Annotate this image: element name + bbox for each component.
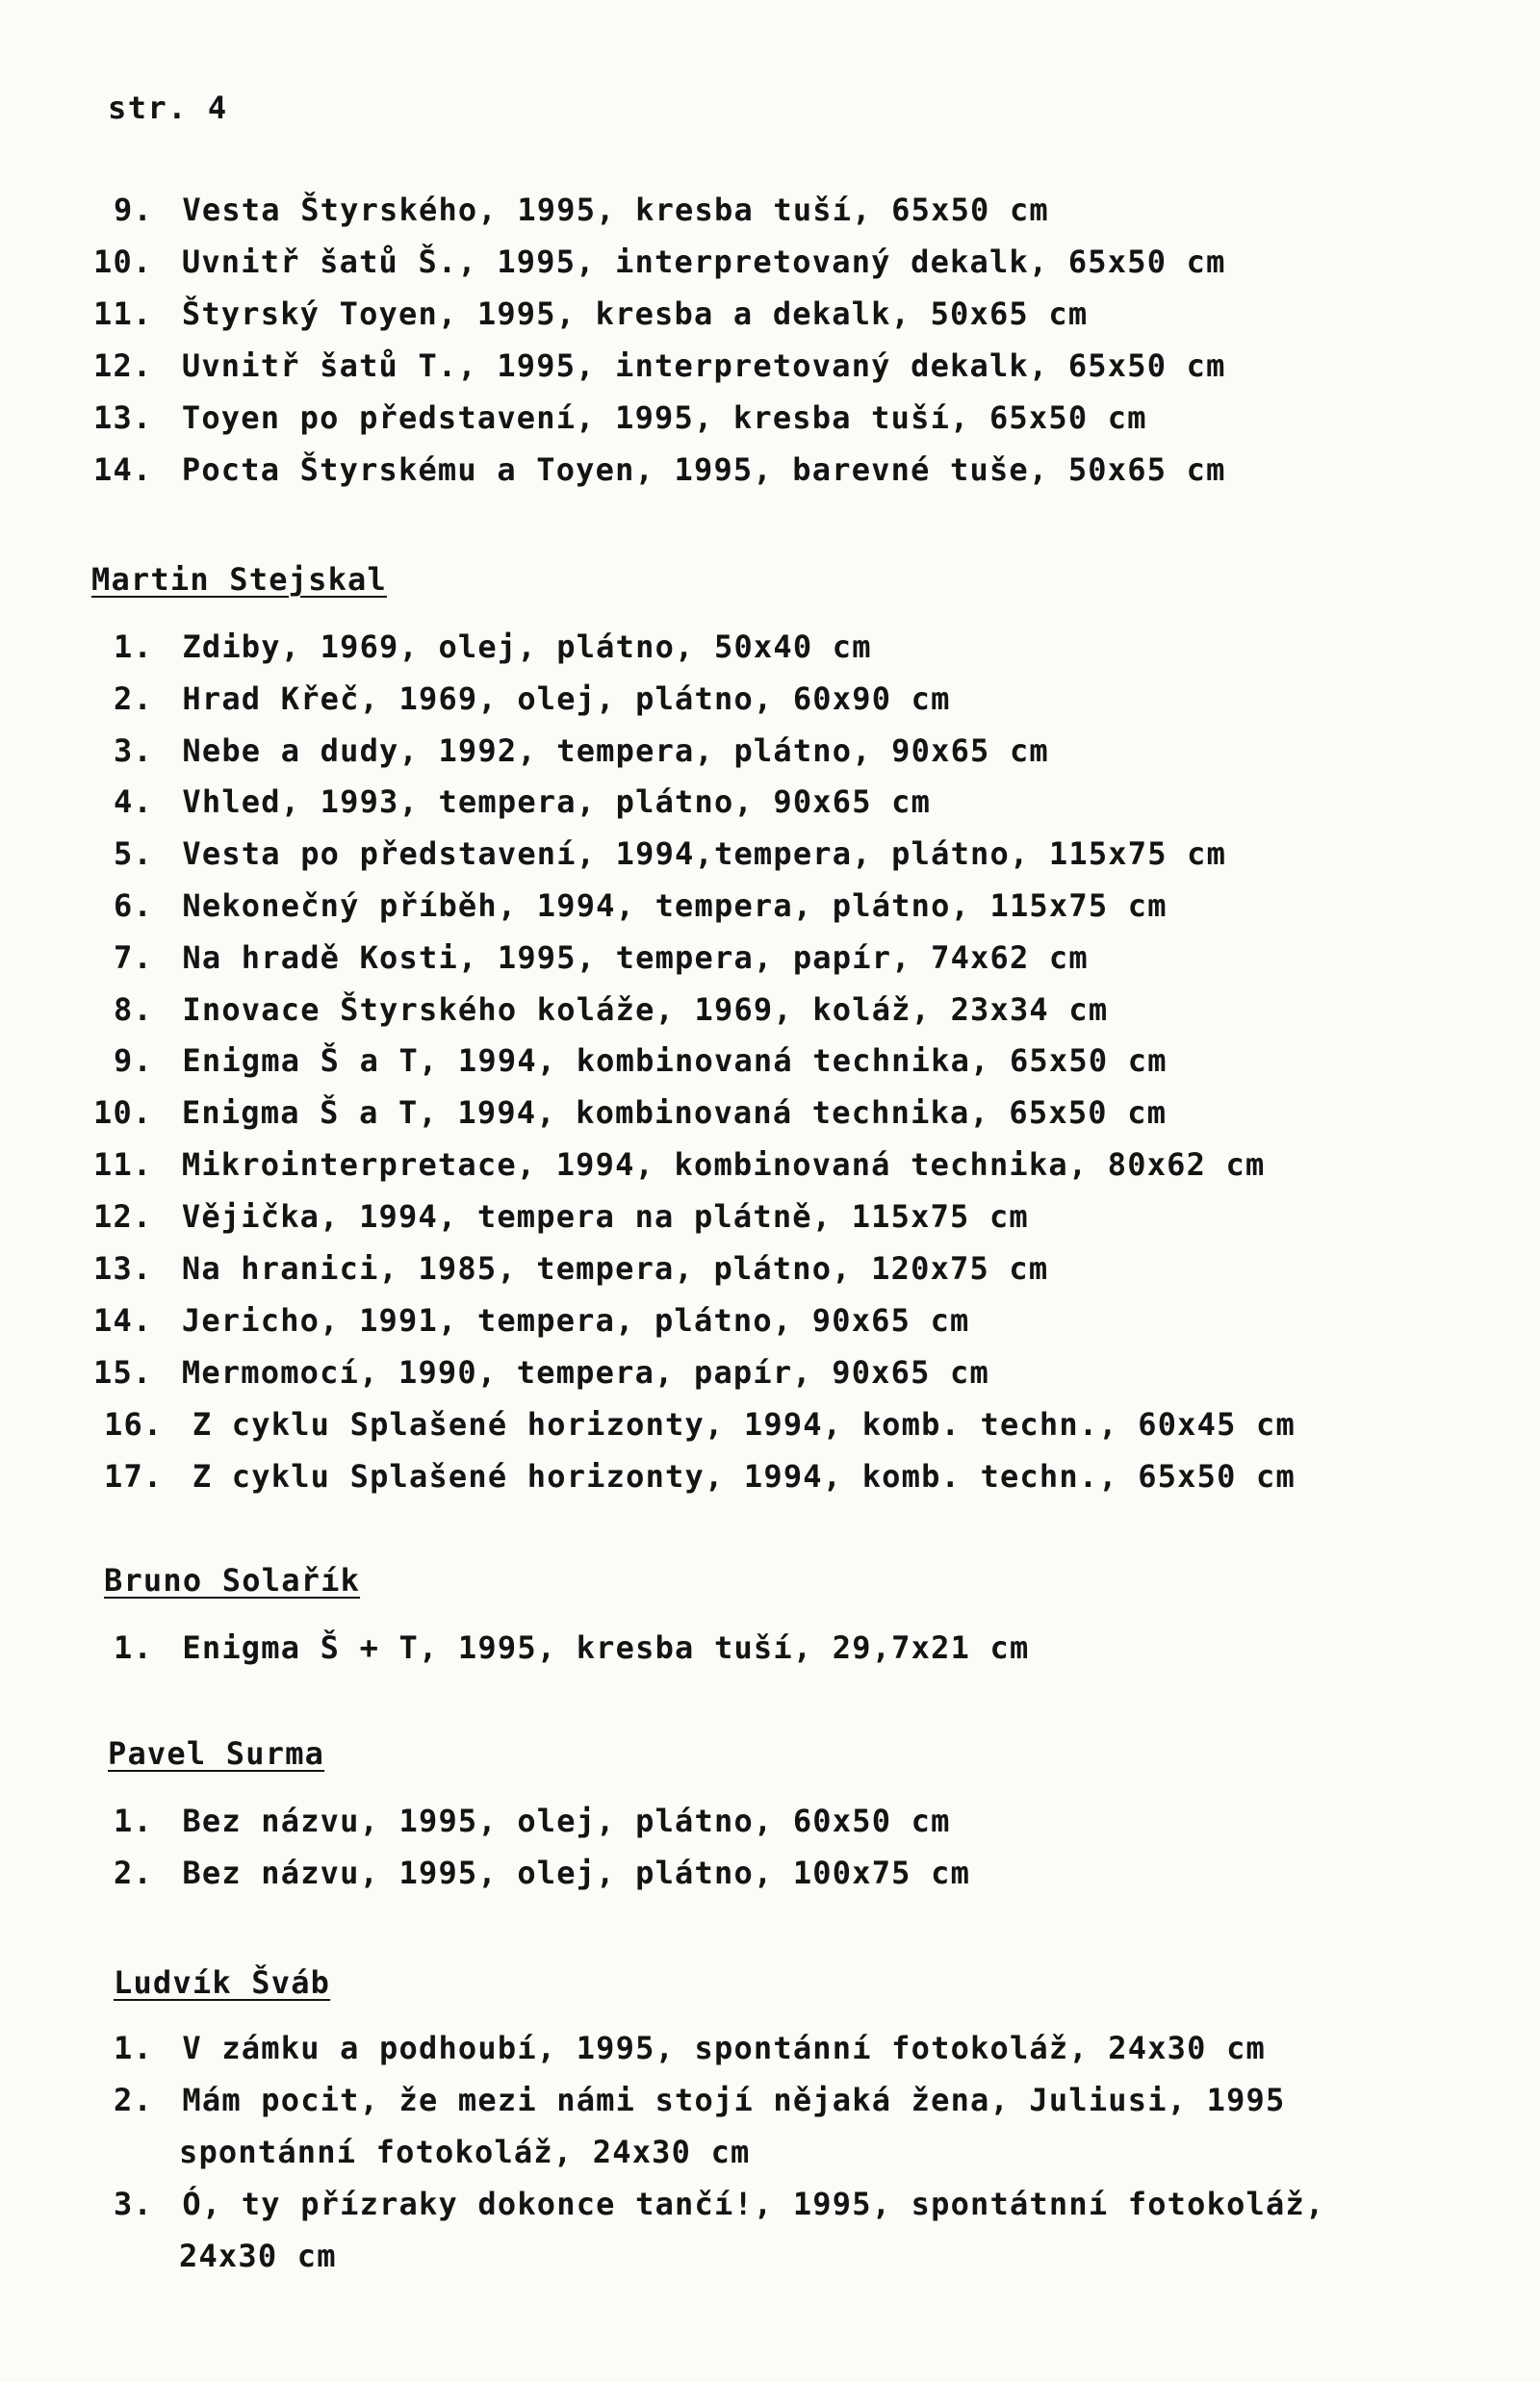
artist-heading: Bruno Solařík bbox=[104, 1562, 361, 1599]
item-text: Vějička, 1994, tempera na plátně, 115x75 cm bbox=[181, 1198, 1029, 1235]
item-number: 2. bbox=[114, 1855, 153, 1891]
item-number: 15. bbox=[93, 1354, 153, 1391]
list-item bbox=[114, 628, 872, 666]
item-number: 14. bbox=[93, 1302, 153, 1339]
item-number: 11. bbox=[93, 1146, 153, 1183]
item-text: Jericho, 1991, tempera, plátno, 90x65 cm bbox=[181, 1302, 970, 1339]
item-text: Zdiby, 1969, olej, plátno, 50x40 cm bbox=[182, 628, 872, 665]
list-item bbox=[93, 243, 1226, 281]
item-text: Vhled, 1993, tempera, plátno, 90x65 cm bbox=[182, 783, 932, 820]
list-item bbox=[93, 1197, 1029, 1236]
item-number: 8. bbox=[114, 991, 153, 1028]
item-number: 3. bbox=[114, 2186, 153, 2222]
item-number: 9. bbox=[114, 192, 153, 228]
item-text: Bez názvu, 1995, olej, plátno, 100x75 cm bbox=[182, 1855, 971, 1891]
item-text: Z cyklu Splašené horizonty, 1994, komb. techn., 65x50 cm bbox=[192, 1458, 1296, 1495]
list-item bbox=[114, 1854, 970, 1892]
artist-heading: Pavel Surma bbox=[108, 1735, 325, 1772]
item-text: Nekonečný příběh, 1994, tempera, plátno, 115x75 cm bbox=[182, 887, 1168, 924]
item-text: Na hradě Kosti, 1995, tempera, papír, 74x62 cm bbox=[182, 939, 1089, 976]
item-text: Bez názvu, 1995, olej, plátno, 60x50 cm bbox=[182, 1803, 951, 1839]
item-number: 1. bbox=[114, 628, 153, 665]
item-text: Z cyklu Splašené horizonty, 1994, komb. techn., 60x45 cm bbox=[192, 1406, 1296, 1443]
item-text: Vesta Štyrského, 1995, kresba tuší, 65x50 cm bbox=[182, 192, 1049, 228]
list-item bbox=[114, 1802, 951, 1840]
item-text: Uvnitř šatů T., 1995, interpretovaný dekalk, 65x50 cm bbox=[181, 347, 1226, 384]
list-item bbox=[104, 1405, 1296, 1444]
list-item bbox=[93, 295, 1088, 333]
list-item bbox=[93, 1093, 1167, 1132]
item-text: Pocta Štyrskému a Toyen, 1995, barevné tuše, 50x65 cm bbox=[181, 451, 1226, 488]
item-number: 1. bbox=[114, 2030, 153, 2066]
artist-heading: Martin Stejskal bbox=[91, 561, 387, 598]
item-number: 1. bbox=[114, 1629, 153, 1666]
item-text: Mikrointerpretace, 1994, kombinovaná technika, 80x62 cm bbox=[181, 1146, 1266, 1183]
list-item bbox=[93, 346, 1226, 385]
item-number: 9. bbox=[114, 1042, 153, 1079]
item-number: 12. bbox=[93, 347, 153, 384]
item-text: V zámku a podhoubí, 1995, spontánní fotokoláž, 24x30 cm bbox=[182, 2030, 1267, 2066]
list-item bbox=[114, 1628, 1029, 1667]
item-number: 13. bbox=[93, 1250, 153, 1287]
list-item bbox=[93, 1249, 1048, 1288]
item-number: 6. bbox=[114, 887, 153, 924]
item-number: 2. bbox=[114, 680, 153, 717]
item-number: 5. bbox=[114, 835, 153, 872]
list-item bbox=[114, 191, 1049, 229]
item-number: 3. bbox=[114, 732, 153, 769]
list-item bbox=[114, 679, 951, 718]
item-text: Vesta po představení, 1994,tempera, plátno, 115x75 cm bbox=[182, 835, 1227, 872]
item-text: Mermomocí, 1990, tempera, papír, 90x65 cm bbox=[181, 1354, 989, 1391]
list-item bbox=[93, 398, 1147, 437]
list-item bbox=[114, 731, 1049, 770]
item-text: Hrad Křeč, 1969, olej, plátno, 60x90 cm bbox=[182, 680, 951, 717]
list-item bbox=[114, 886, 1168, 925]
item-number: 10. bbox=[93, 243, 153, 280]
item-text: Na hranici, 1985, tempera, plátno, 120x75 cm bbox=[181, 1250, 1049, 1287]
page-number: str. 4 bbox=[108, 90, 228, 126]
item-number: 4. bbox=[114, 783, 153, 820]
list-item bbox=[114, 782, 931, 821]
item-text: Uvnitř šatů Š., 1995, interpretovaný dekalk, 65x50 cm bbox=[181, 243, 1226, 280]
item-number: 1. bbox=[114, 1803, 153, 1839]
item-text: Enigma Š + T, 1995, kresba tuší, 29,7x21 cm bbox=[182, 1629, 1030, 1666]
item-text: Enigma Š a T, 1994, kombinovaná technika, 65x50 cm bbox=[182, 1042, 1168, 1079]
list-item bbox=[114, 990, 1108, 1029]
list-item bbox=[93, 1301, 970, 1340]
list-item bbox=[104, 1457, 1296, 1496]
list-item bbox=[114, 2081, 1285, 2119]
list-item bbox=[114, 834, 1226, 873]
item-text: Mám pocit, že mezi námi stojí nějaká žena, Juliusi, 1995 bbox=[182, 2082, 1286, 2118]
list-item bbox=[114, 938, 1089, 977]
item-number: 12. bbox=[93, 1198, 153, 1235]
artist-heading: Ludvík Šváb bbox=[114, 1964, 331, 2001]
list-item bbox=[93, 450, 1226, 489]
item-text: Inovace Štyrského koláže, 1969, koláž, 23x34 cm bbox=[182, 991, 1109, 1028]
list-item bbox=[114, 2185, 1324, 2223]
item-text: Štyrský Toyen, 1995, kresba a dekalk, 50x65 cm bbox=[181, 295, 1089, 332]
list-item bbox=[114, 1041, 1168, 1080]
list-item bbox=[93, 1353, 989, 1392]
item-number: 14. bbox=[93, 451, 153, 488]
item-text: Nebe a dudy, 1992, tempera, plátno, 90x65 cm bbox=[182, 732, 1049, 769]
item-number: 16. bbox=[104, 1406, 164, 1443]
list-item-continuation: spontánní fotokoláž, 24x30 cm bbox=[179, 2134, 751, 2170]
item-text: Toyen po představení, 1995, kresba tuší, 65x50 cm bbox=[181, 399, 1147, 436]
item-text: Enigma Š a T, 1994, kombinovaná technika, 65x50 cm bbox=[181, 1094, 1168, 1131]
item-number: 13. bbox=[93, 399, 153, 436]
item-number: 7. bbox=[114, 939, 153, 976]
item-number: 11. bbox=[93, 295, 153, 332]
item-number: 2. bbox=[114, 2082, 153, 2118]
list-item bbox=[93, 1145, 1265, 1184]
item-number: 10. bbox=[93, 1094, 153, 1131]
item-number: 17. bbox=[104, 1458, 164, 1495]
item-text: Ó, ty přízraky dokonce tančí!, 1995, spontátnní fotokoláž, bbox=[182, 2186, 1325, 2222]
list-item-continuation: 24x30 cm bbox=[179, 2238, 337, 2274]
list-item bbox=[114, 2029, 1266, 2067]
